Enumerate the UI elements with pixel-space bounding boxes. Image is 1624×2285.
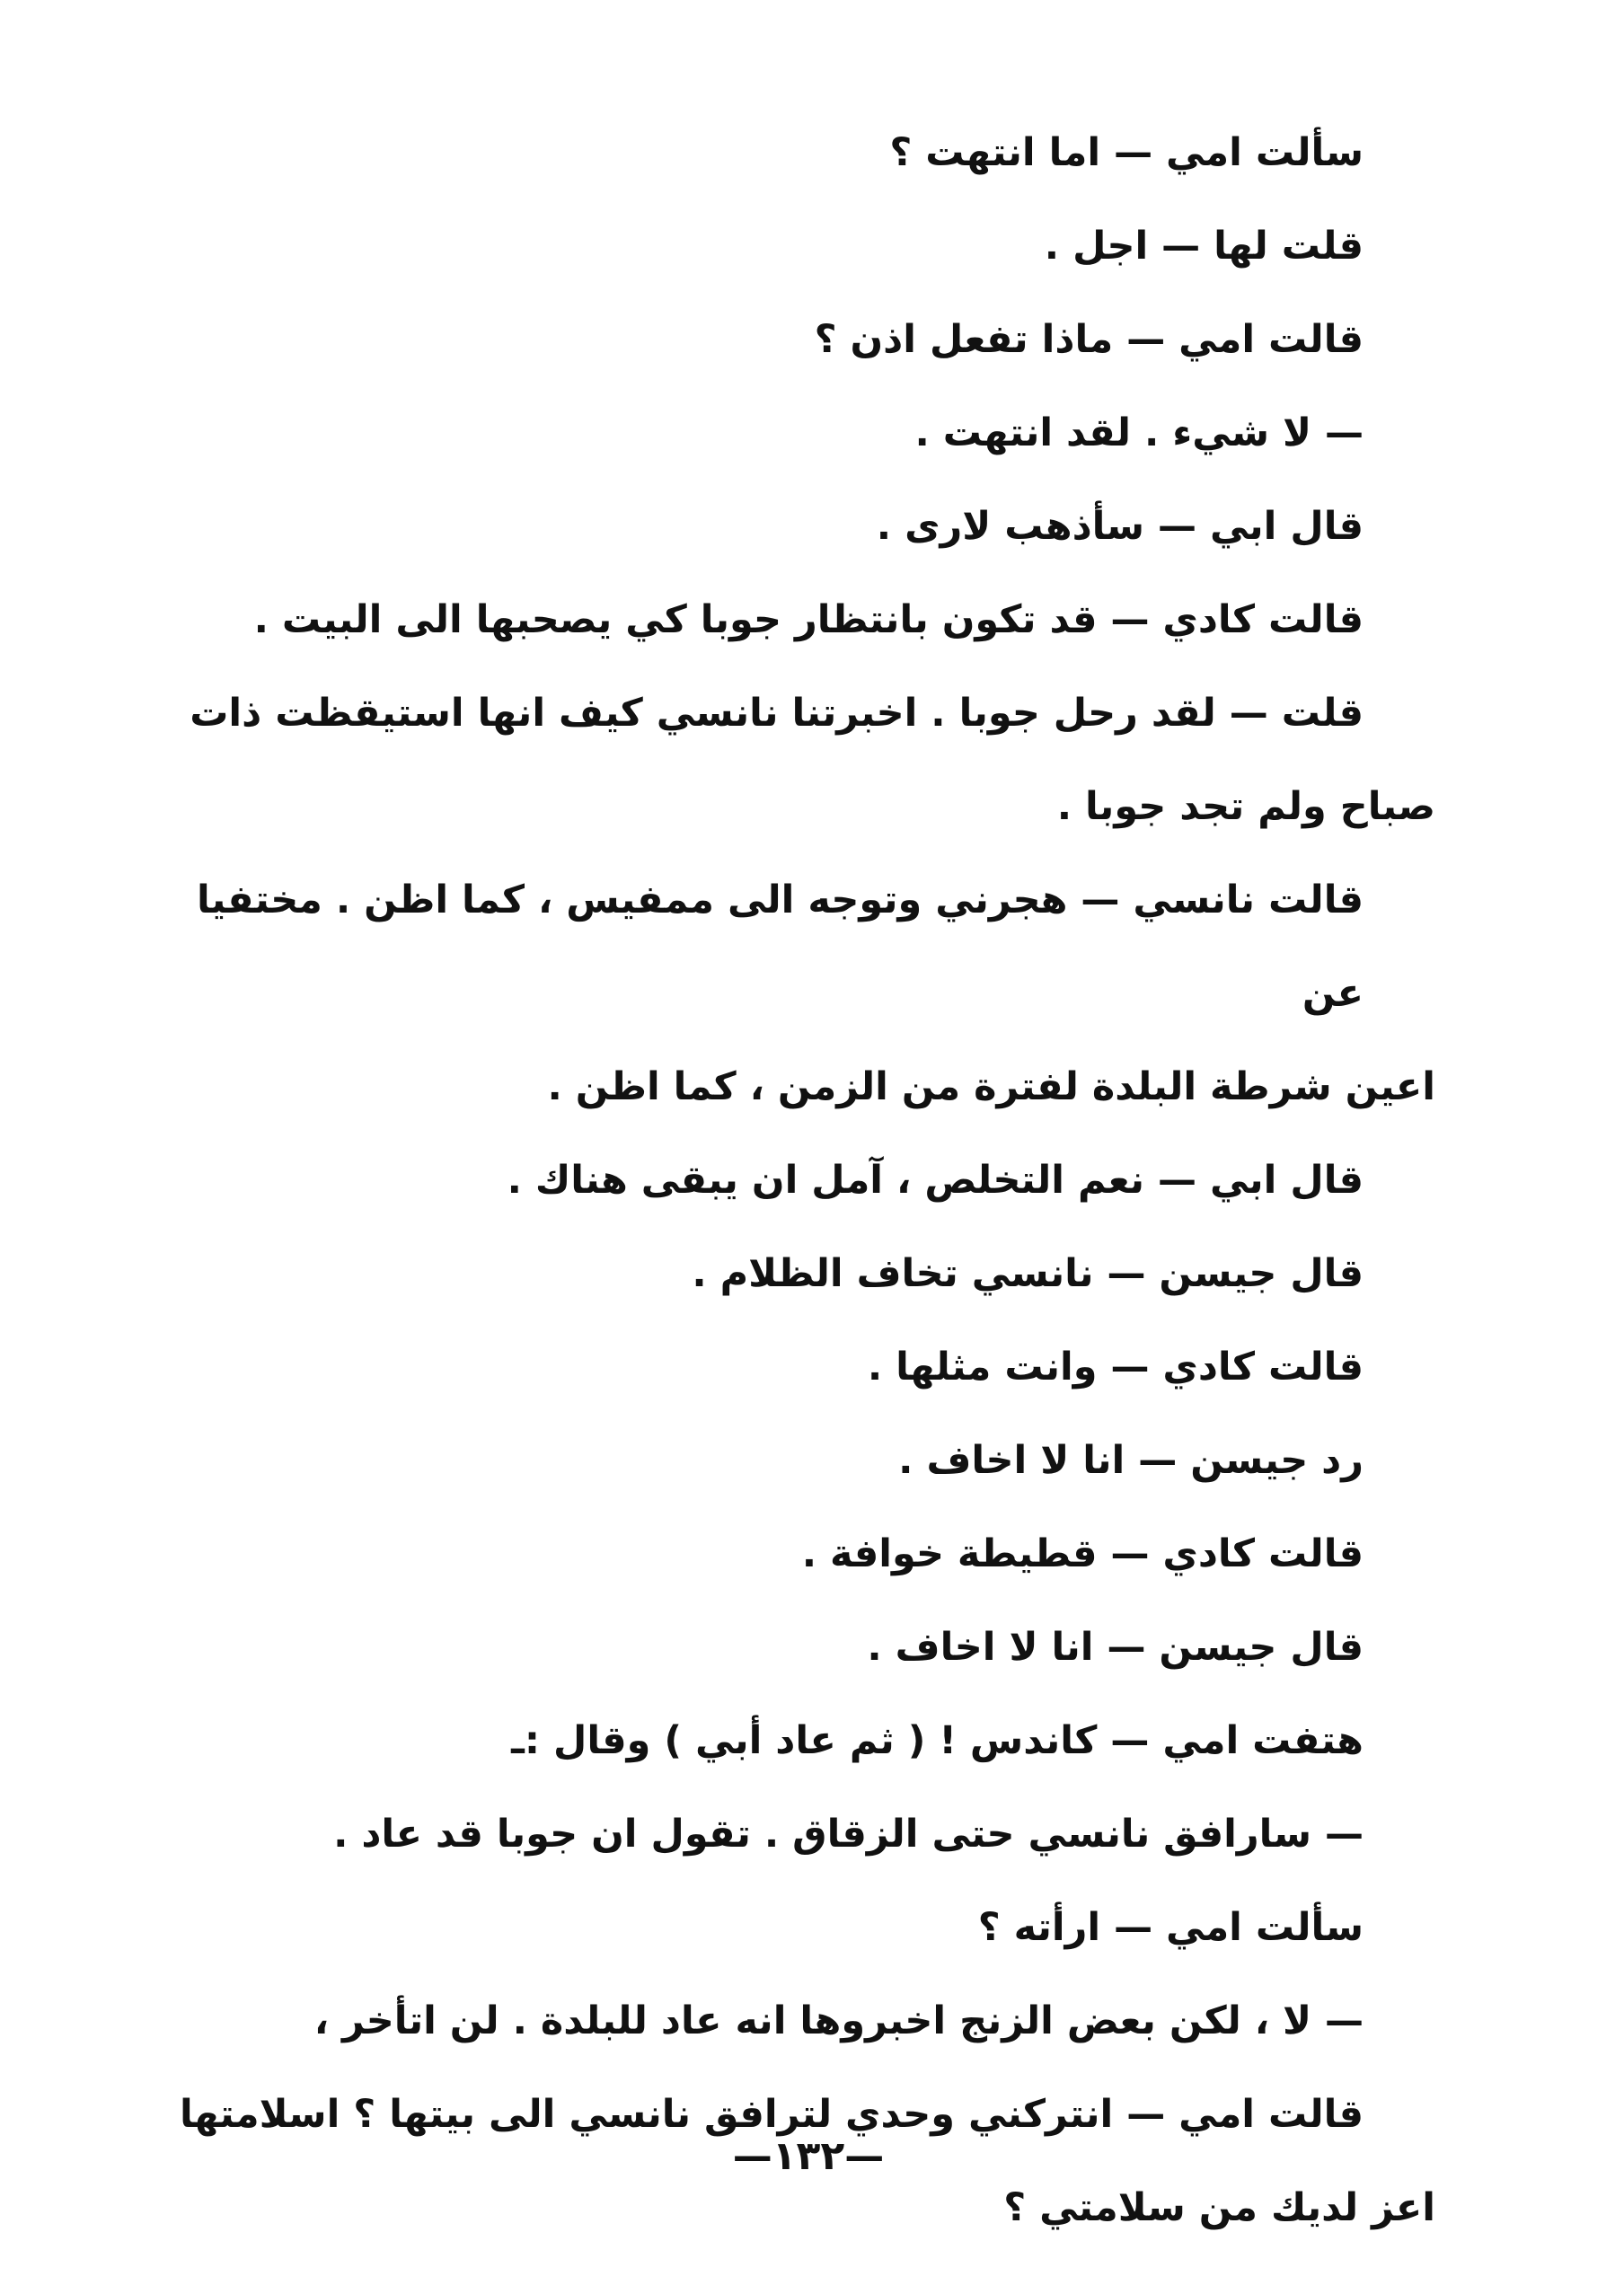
text-line: — لا ، لكن بعض الزنج اخبروها انه عاد للبلدة . لن اتأخر ، (313, 1998, 1364, 2043)
text-line: قالت كادي — قطيطة خوافة . (801, 1531, 1364, 1576)
text-line: هتفت امي — كاندس ! ( ثم عاد أبي ) وقال :ـ (511, 1718, 1364, 1763)
text-line-continued: اعز لديك من سلامتي ؟ (1003, 2185, 1435, 2230)
text-line-continued: صباح ولم تجد جوبا . (1056, 784, 1435, 829)
text-line: قال ابي — نعم التخلص ، آمل ان يبقى هناك . (507, 1158, 1364, 1203)
text-line: — لا شيء . لقد انتهت . (914, 410, 1364, 455)
text-line: قلت — لقد رحل جوبا . اخبرتنا نانسي كيف انها استيقظت ذات (190, 691, 1364, 736)
page-number: —١٣٢— (732, 2133, 885, 2179)
text-line: رد جيسن — انا لا اخاف . (898, 1438, 1364, 1483)
text-line: سألت امي — ارأته ؟ (977, 1905, 1364, 1950)
page-text (169, 106, 1435, 2254)
text-paragraph (169, 666, 1435, 853)
text-line: قال جيسن — انا لا اخاف . (867, 1625, 1364, 1670)
text-line: قال جيسن — نانسي تخاف الظلام . (692, 1251, 1364, 1296)
text-line: قالت امي — انتركني وحدي لترافق نانسي الى بيتها ؟ اسلامتها (179, 2092, 1364, 2137)
text-paragraph (169, 853, 1435, 1134)
text-line: قال ابي — سأذهب لارى . (876, 504, 1364, 549)
text-line: سألت امي — اما انتهت ؟ (889, 130, 1364, 175)
text-line-continued: اعين شرطة البلدة لفترة من الزمن ، كما اظن . (547, 1064, 1435, 1109)
text-line: قالت كادي — قد تكون بانتظار جوبا كي يصحبها الى البيت . (253, 597, 1364, 642)
text-line: — سارافق نانسي حتى الزقاق . تقول ان جوبا قد عاد . (333, 1812, 1364, 1857)
text-line: قالت كادي — وانت مثلها . (867, 1345, 1364, 1390)
text-line: قلت لها — اجل . (1044, 224, 1364, 269)
text-line: قالت امي — ماذا تفعل اذن ؟ (814, 317, 1364, 362)
text-line: قالت نانسي — هجرني وتوجه الى ممفيس ، كما اظن . مختفيا عن (197, 878, 1364, 1016)
